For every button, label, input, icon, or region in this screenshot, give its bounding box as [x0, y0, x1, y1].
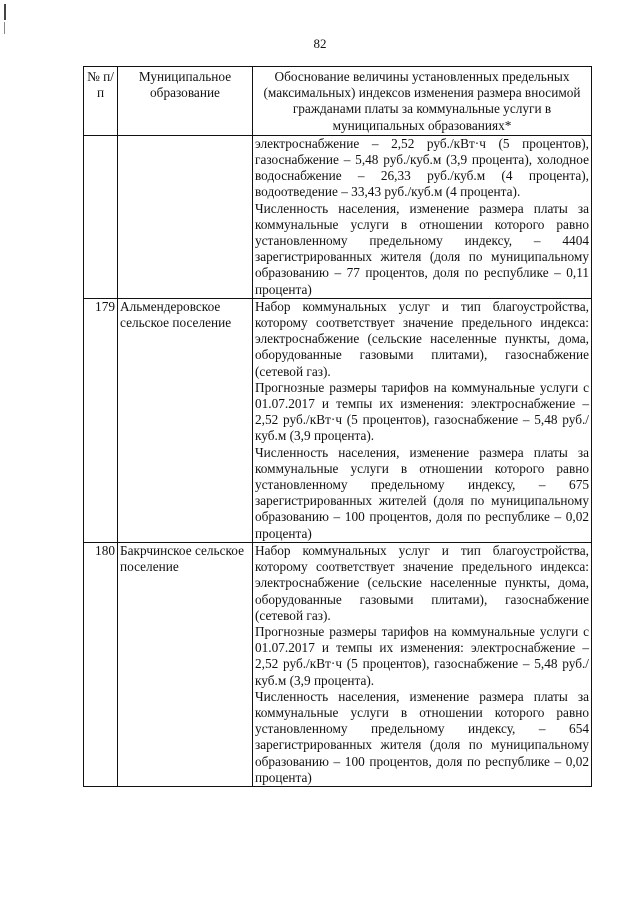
row-num: 179: [84, 298, 118, 542]
row-num: [84, 135, 118, 298]
header-justification: Обоснование величины установленных предельных (максимальных) индексов изменения размера вносимой гражданами платы за коммунальные услуги в муниципальных образованиях*: [253, 67, 592, 136]
table-header-row: [84, 67, 592, 136]
row-justification: [253, 542, 592, 786]
scan-artifact: [4, 4, 6, 20]
justification-paragraph: Набор коммунальных услуг и тип благоустройства, которому соответствует значение предельного индекса: электроснабжение (сельские населенные пункты, дома, оборудованные газовыми плитами), газоснабжение (сетевой газ).: [255, 542, 589, 623]
header-num: № п/п: [84, 67, 118, 136]
tariff-table: [83, 66, 592, 787]
justification-paragraph: Численность населения, изменение размера платы за коммунальные услуги в отношении которого равно установленному предельному индексу, – 4404 зарегистрированных жителя (доля по муниципальному образованию – 77 процентов, доля по республике – 0,11 процента): [255, 200, 589, 297]
justification-paragraph: Численность населения, изменение размера платы за коммунальные услуги в отношении которого равно установленному предельному индексу, – 675 зарегистрированных жителей (доля по муниципальному образованию – 100 процентов, доля по республике – 0,02 процента): [255, 444, 589, 541]
row-justification: [253, 298, 592, 542]
table-row: [84, 298, 592, 542]
justification-paragraph: Прогнозные размеры тарифов на коммунальные услуги с 01.07.2017 и темпы их изменения: электроснабжение – 2,52 руб./кВт·ч (5 процентов), газоснабжение – 5,48 руб./куб.м (3,9 процента).: [255, 623, 589, 688]
row-municipality: Бакрчинское сельское поселение: [118, 542, 253, 786]
page-number: 82: [313, 36, 327, 51]
justification-paragraph: Численность населения, изменение размера платы за коммунальные услуги в отношении которого равно установленному предельному индексу, – 654 зарегистрированных жителя (доля по муниципальному образованию – 100 процентов, доля по республике – 0,02 процента): [255, 688, 589, 785]
justification-paragraph: Прогнозные размеры тарифов на коммунальные услуги с 01.07.2017 и темпы их изменения: электроснабжение – 2,52 руб./кВт·ч (5 процентов), газоснабжение – 5,48 руб./куб.м (3,9 процента).: [255, 379, 589, 444]
table-row: [84, 135, 592, 298]
justification-paragraph: Набор коммунальных услуг и тип благоустройства, которому соответствует значение предельного индекса: электроснабжение (сельские населенные пункты, дома, оборудованные газовыми плитами), газоснабжение (сетевой газ).: [255, 298, 589, 379]
justification-paragraph: электроснабжение – 2,52 руб./кВт·ч (5 процентов), газоснабжение – 5,48 руб./куб.м (3,9 процента), холодное водоснабжение – 26,33 руб./куб.м (4 процента), водоотведение – 33,43 руб./куб.м (4 процента).: [255, 135, 589, 200]
table-row: [84, 542, 592, 786]
scan-artifact: [4, 22, 5, 34]
row-municipality: [118, 135, 253, 298]
row-num: 180: [84, 542, 118, 786]
header-municipality: Муниципальное образование: [118, 67, 253, 136]
row-municipality: Альмендеровское сельское поселение: [118, 298, 253, 542]
row-justification: [253, 135, 592, 298]
